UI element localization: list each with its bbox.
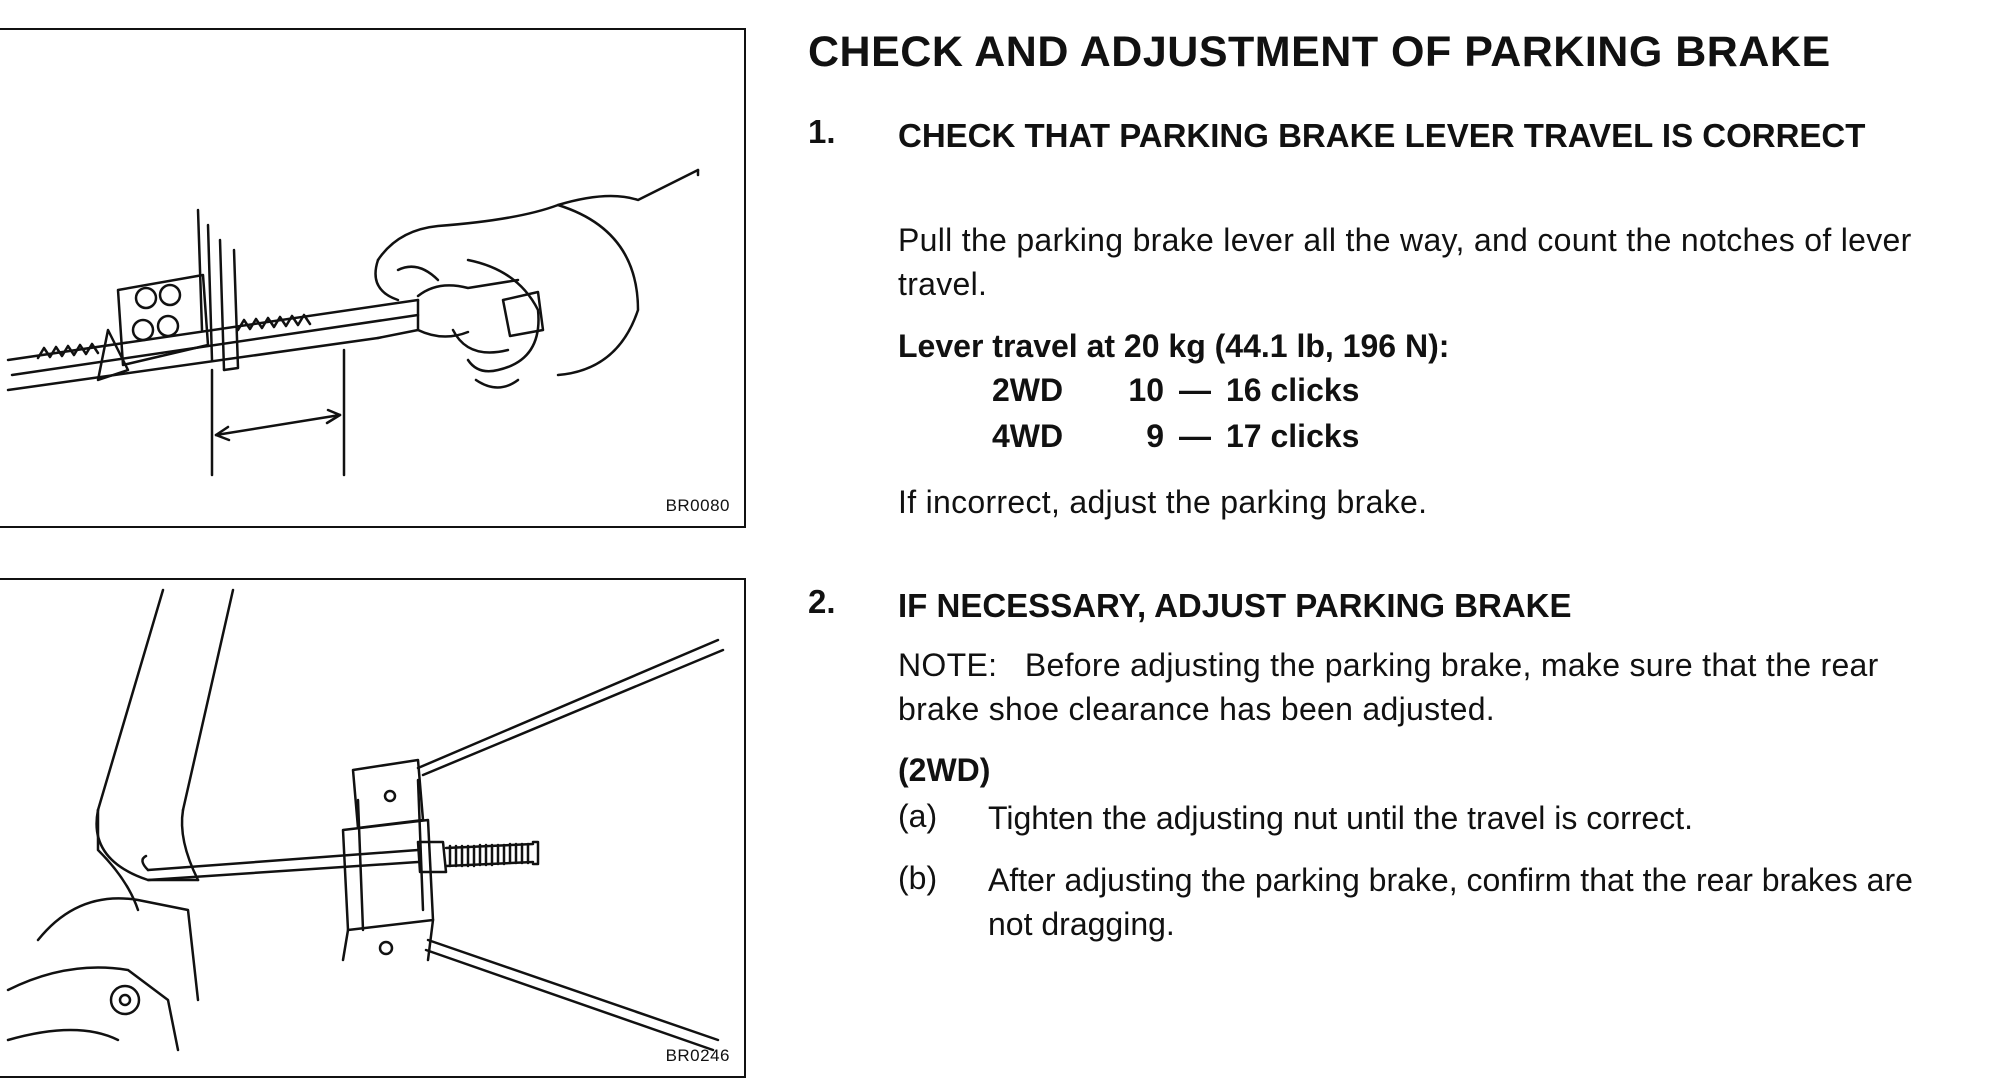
list-item-mark: (b): [898, 860, 938, 896]
step-body: Pull the parking brake lever all the way, and count the notches of lever travel.: [898, 222, 1912, 302]
spec-min: 10: [1128, 372, 1164, 408]
brake-cable-adjuster-icon: [0, 580, 744, 1076]
step-after: If incorrect, adjust the parking brake.: [898, 484, 1428, 520]
figure-lever-travel: [0, 28, 746, 528]
spec-dash: —: [1179, 372, 1211, 408]
spec-model: 2WD: [992, 372, 1064, 408]
step-title: CHECK THAT PARKING BRAKE LEVER TRAVEL IS CORRECT: [898, 117, 1866, 154]
parking-brake-lever-icon: [0, 30, 744, 526]
spec-row-4wd: [992, 418, 1359, 455]
note-text: Before adjusting the parking brake, make sure that the rear brake shoe clearance has been adjusted.: [898, 647, 1879, 727]
figure-code: BR0246: [665, 1046, 730, 1065]
note-label: NOTE:: [898, 647, 998, 683]
list-item-text: Tighten the adjusting nut until the travel is correct.: [988, 800, 1693, 836]
spec-max: 17 clicks: [1226, 418, 1360, 454]
figure-code: BR0080: [665, 496, 730, 515]
spec-row-2wd: [992, 372, 1359, 409]
page-title: CHECK AND ADJUSTMENT OF PARKING BRAKE: [808, 28, 1831, 76]
list-item-text: After adjusting the parking brake, confirm that the rear brakes are not dragging.: [988, 862, 1913, 942]
sub-label-2wd: (2WD): [898, 752, 991, 788]
spec-min: 9: [1146, 418, 1164, 454]
spec-max: 16 clicks: [1226, 372, 1360, 408]
step-number: 1.: [808, 113, 836, 150]
spec-heading: Lever travel at 20 kg (44.1 lb, 196 N):: [898, 328, 1450, 364]
list-item-mark: (a): [898, 798, 938, 834]
note: [898, 643, 1950, 731]
step-title: IF NECESSARY, ADJUST PARKING BRAKE: [898, 587, 1572, 624]
figure-adjusting-nut: [0, 578, 746, 1078]
spec-model: 4WD: [992, 418, 1064, 454]
step-number: 2.: [808, 583, 836, 620]
spec-dash: —: [1179, 418, 1211, 454]
